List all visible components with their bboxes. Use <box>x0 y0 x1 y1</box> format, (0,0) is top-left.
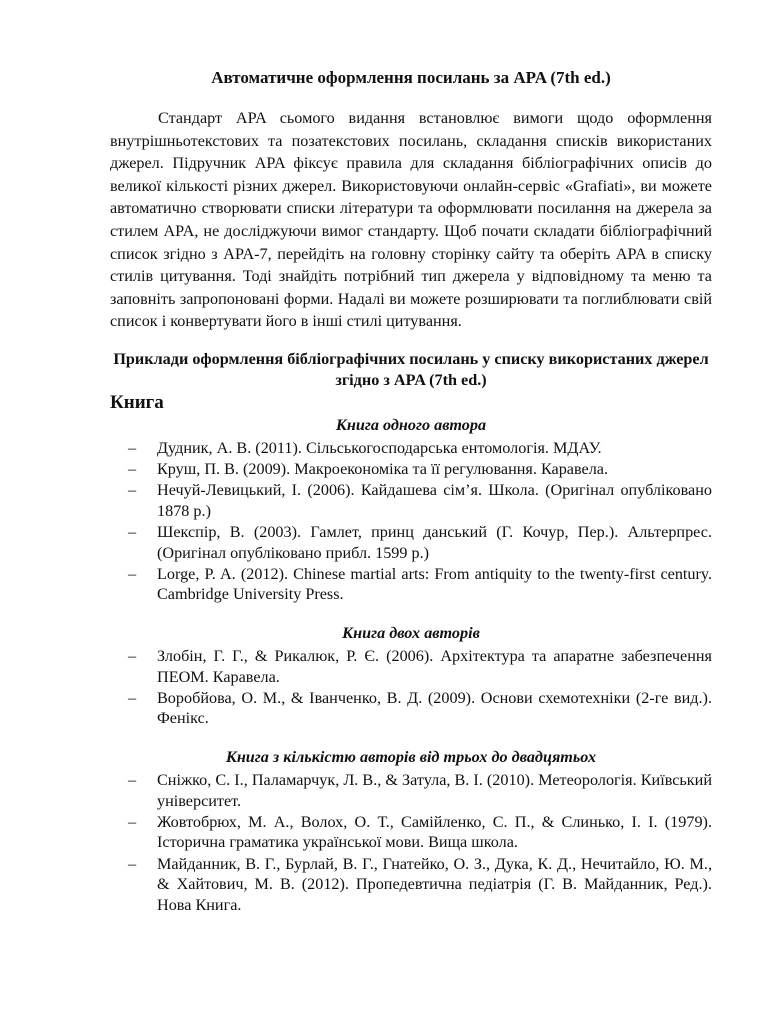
reference-text: Шекспір, В. (2003). Гамлет, принц данський (Г. Кочур, Пер.). Альтерпрес. (Оригінал опубліковано прибл. 1599 р.) <box>157 523 712 562</box>
reference-text: Жовтобрюх, М. А., Волох, О. Т., Самійленко, С. П., & Слинько, І. І. (1979). Історична граматика української мови. Вища школа. <box>157 812 712 852</box>
reference-text: Сніжко, С. І., Паламарчук, Л. В., & Затула, В. І. (2010). Метеорологія. Київський університет. <box>157 771 712 810</box>
reference-item <box>110 646 712 687</box>
reference-list <box>110 438 712 605</box>
reference-item <box>110 459 712 480</box>
reference-text: Lorge, P. A. (2012). Chinese martial arts: From antiquity to the twenty-first century. Cambridge University Press. <box>157 564 712 604</box>
reference-list <box>110 770 712 915</box>
bullet-dash: – <box>128 438 137 457</box>
group-single-author <box>110 415 712 605</box>
bullet-dash: – <box>128 812 137 831</box>
reference-text: Дудник, А. В. (2011). Сільськогосподарська ентомологія. МДАУ. <box>157 438 602 457</box>
intro-paragraph: Стандарт APA сьомого видання встановлює вимоги щодо оформлення внутрішньотекстових та позатекстових посилань, складання списків використаних джерел. Підручник APA фіксує правила для складання бібліографічних описів до великої кількості різних джерел. Використовуючи онлайн-сервіс «Grafiati», ви можете автоматично створювати списки літератури та оформлювати посилання на джерела за стилем APA, не досліджуючи вимог стандарту. Щоб почати складати бібліографічний список згідно з APA-7, перейдіть на головну сторінку сайту та оберіть APA в списку стилів цитування. Тоді знайдіть потрібний тип джерела у відповідному та меню та заповніть запропоновані форми. Надалі ви можете розширювати та поглиблювати свій список і конвертувати його в інші стилі цитування. <box>110 109 712 331</box>
bullet-dash: – <box>128 771 137 790</box>
reference-text: Круш, П. В. (2009). Макроекономіка та її регулювання. Каравела. <box>157 460 609 479</box>
reference-text: Воробйова, О. М., & Іванченко, В. Д. (2009). Основи схемотехніки (2-ге вид.). Фенікс. <box>157 688 712 728</box>
reference-list <box>110 646 712 729</box>
reference-text: Злобін, Г. Г., & Рикалюк, Р. Є. (2006). Архітектура та апаратне забезпечення ПЕОМ. Каравела. <box>157 647 712 686</box>
group-two-authors <box>110 623 712 729</box>
bullet-dash: – <box>128 460 137 479</box>
reference-item <box>110 770 712 811</box>
book-heading: Книга <box>110 391 164 413</box>
bullet-dash: – <box>128 647 137 666</box>
subheading-two-authors: Книга двох авторів <box>342 624 480 643</box>
reference-item <box>110 522 712 563</box>
bullet-dash: – <box>128 854 137 873</box>
reference-item <box>110 564 712 605</box>
examples-title: Приклади оформлення бібліографічних посилань у списку використаних джерел згідно з APA (7th ed.) <box>113 349 709 389</box>
reference-item <box>110 438 712 459</box>
bullet-dash: – <box>128 523 137 542</box>
bullet-dash: – <box>128 564 137 583</box>
bullet-dash: – <box>128 688 137 707</box>
page-title: Автоматичне оформлення посилань за APA (7th ed.) <box>211 68 611 87</box>
reference-item <box>110 688 712 729</box>
bullet-dash: – <box>128 481 137 500</box>
reference-item <box>110 854 712 916</box>
subheading-single-author: Книга одного автора <box>335 415 487 434</box>
subheading-three-to-twenty-authors: Книга з кількістю авторів від трьох до двадцятьох <box>225 748 597 767</box>
reference-text: Нечуй-Левицький, І. (2006). Кайдашева сім’я. Школа. (Оригінал опубліковано 1878 р.) <box>157 481 712 520</box>
reference-item <box>110 480 712 521</box>
group-three-to-twenty-authors <box>110 747 712 915</box>
reference-item <box>110 812 712 853</box>
reference-text: Майданник, В. Г., Бурлай, В. Г., Гнатейко, О. З., Дука, К. Д., Нечитайло, Ю. М., & Хайтович, М. В. (2012). Пропедевтична педіатрія (Г. В. Майданник, Ред.). Нова Книга. <box>157 854 712 914</box>
